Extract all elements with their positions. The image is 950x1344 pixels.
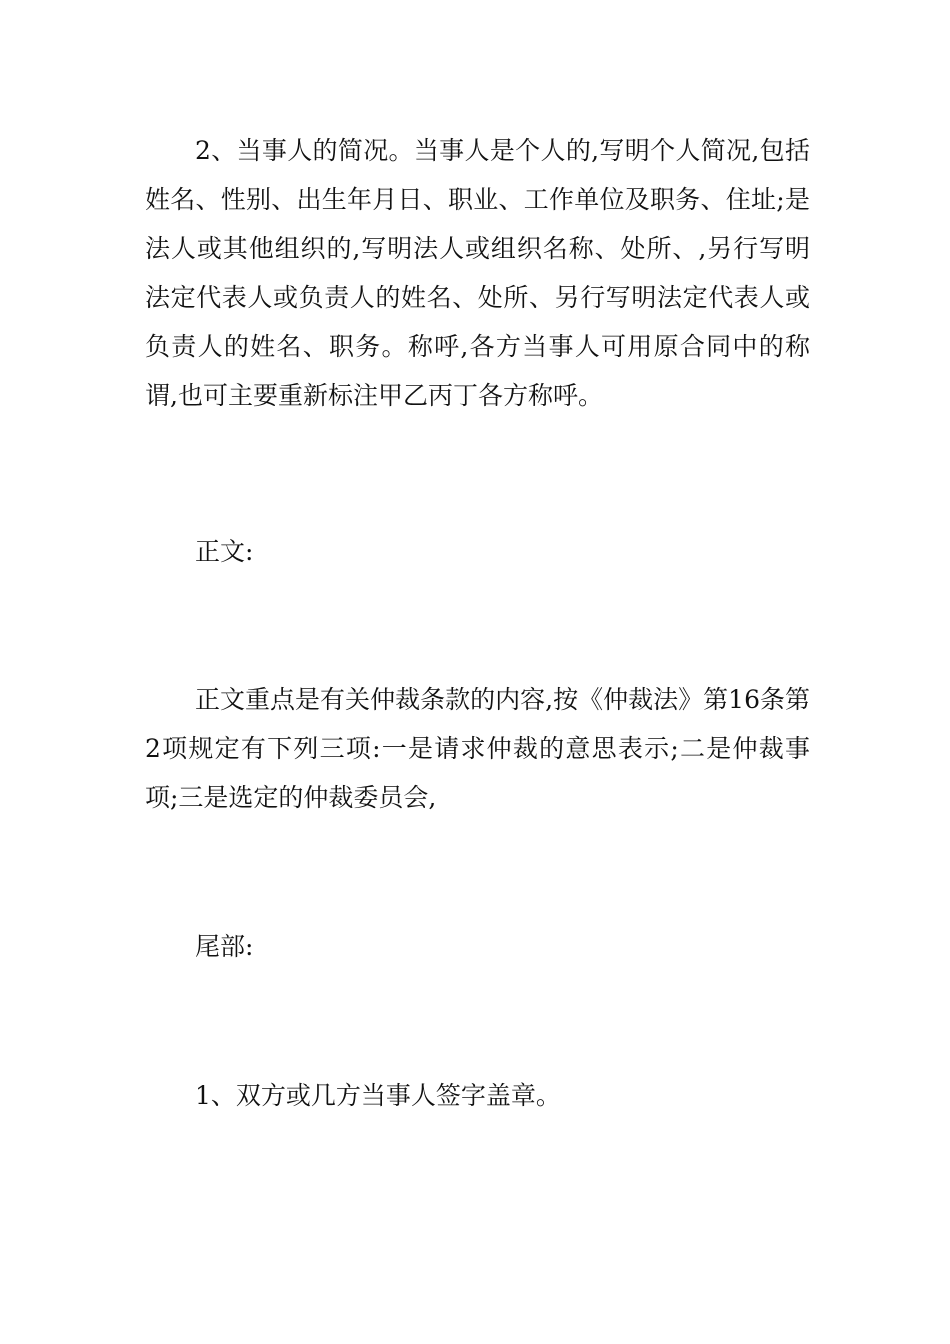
paragraph-main-body-content: 正文重点是有关仲裁条款的内容,按《仲裁法》第16条第2项规定有下列三项:一是请求仲裁的意思表示;二是仲裁事项;三是选定的仲裁委员会, [145,685,810,812]
heading-ending: 尾部: [195,932,254,961]
heading-main-body: 正文: [195,537,254,566]
paragraph-parties-overview: 2、当事人的简况。当事人是个人的,写明个人简况,包括姓名、性别、出生年月日、职业、工作单位及职务、住址;是法人或其他组织的,写明法人或组织名称、处所、,另行写明法定代表人或负责人的姓名、处所、另行写明法定代表人或负责人的姓名、职务。称呼,各方当事人可用原合同中的称谓,也可主要重新标注甲乙丙丁各方称呼。 [145,136,810,410]
paragraph-signature: 1、双方或几方当事人签字盖章。 [195,1081,561,1110]
